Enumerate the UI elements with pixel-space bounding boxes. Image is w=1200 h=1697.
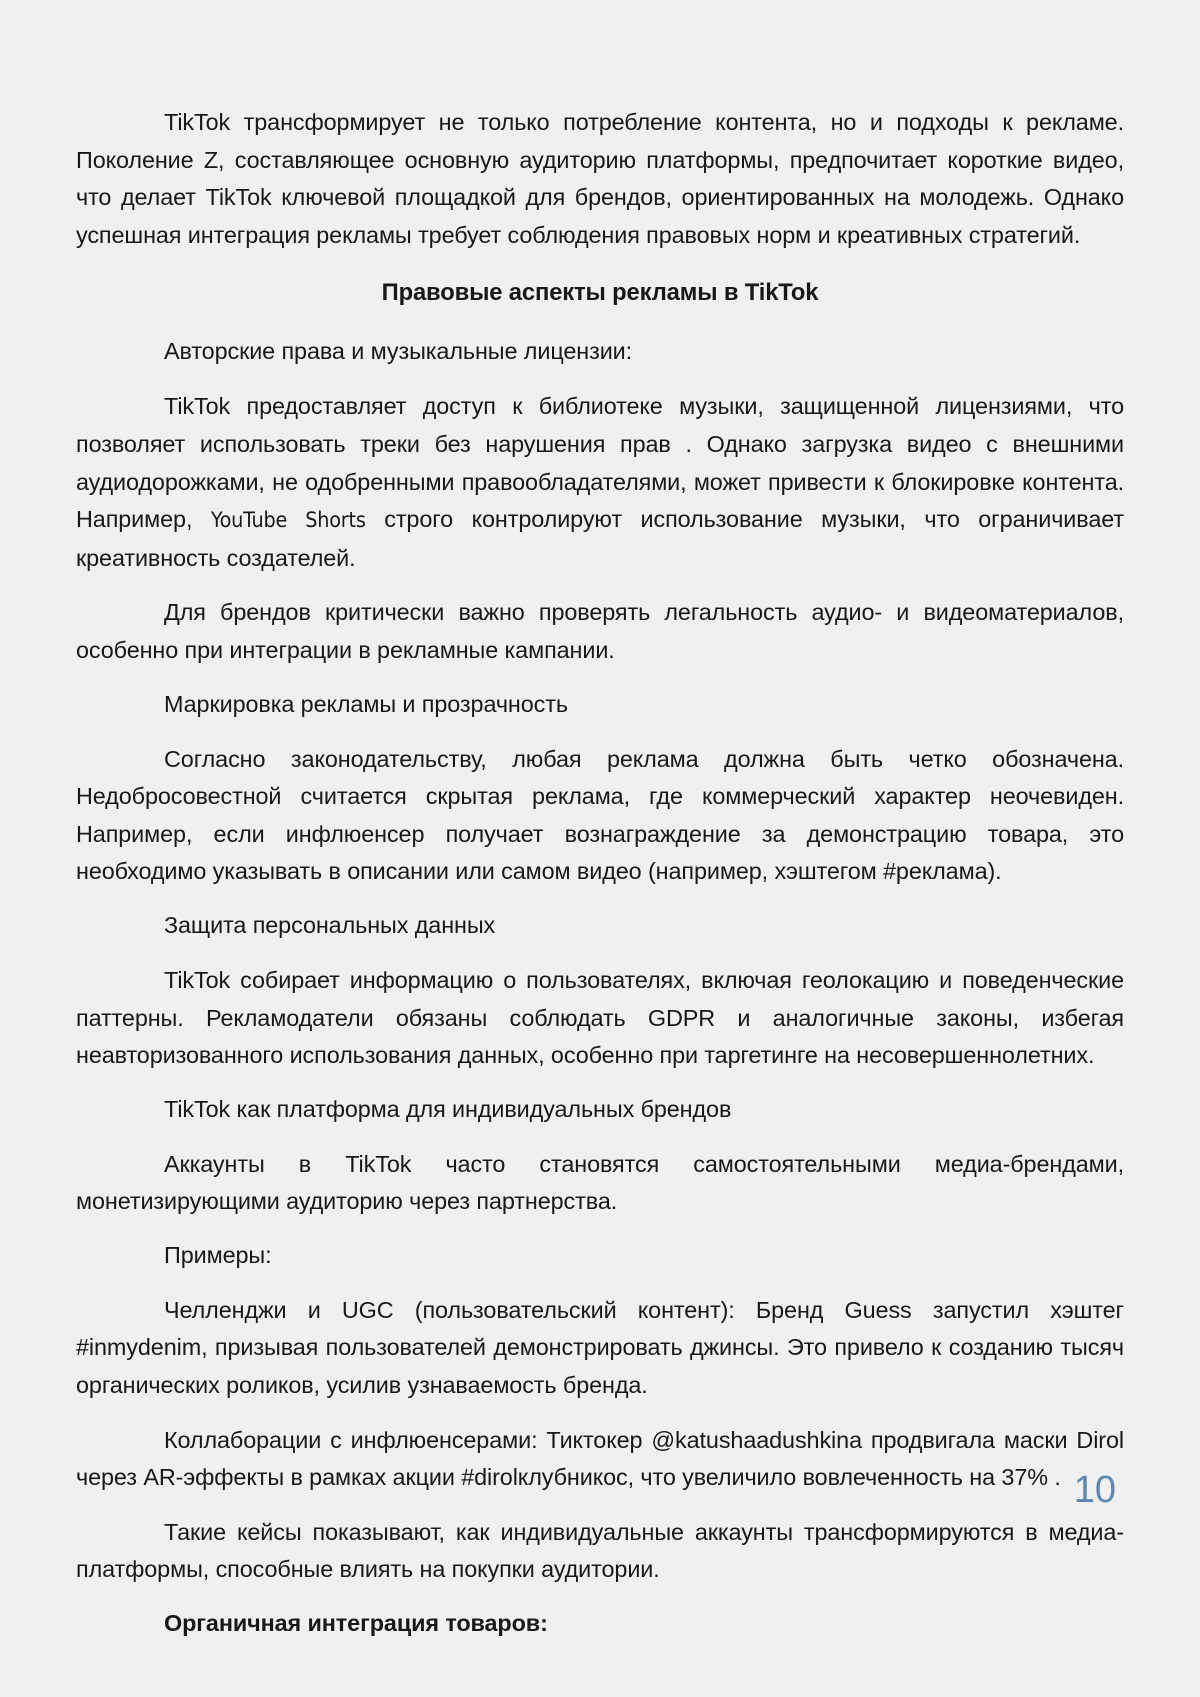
paragraph-copyright-1-text-before: TikTok предоставляет доступ к библиотеке музыки, защищенной лицензиями, что позволяет использовать треки без нарушения прав . Однако загрузка видео с внешними аудиодорожками, не одобренными правообладателями, может привести к блокировке контента. Например, — [76, 393, 1124, 533]
paragraph-conclusion: Такие кейсы показывают, как индивидуальные аккаунты трансформируются в медиа-платформы, способные влиять на покупки аудитории. — [76, 1518, 1124, 1583]
paragraph-marking: Согласно законодательству, любая реклама должна быть четко обозначена. Недобросовестной считается скрытая реклама, где коммерческий характер неочевиден. Например, если инфлюенсер получает вознаграждение за демонстрацию товара, это необходимо указывать в описании или самом видео (например, хэштегом #реклама). — [76, 745, 1124, 885]
paragraph-copyright-1-text-after: строго контролируют использование музыки, что ограничивает креативность создателей. — [76, 506, 1124, 571]
paragraph-copyright-2: Для брендов критически важно проверять легальность аудио- и видеоматериалов, особенно при интеграции в рекламные кампании. — [76, 599, 1124, 663]
paragraph-example-ugc: Челленджи и UGC (пользовательский контент): Бренд Guess запустил хэштег #inmydenim, призывая пользователей демонстрировать джинсы. Это привело к созданию тысяч органических роликов, усилив узнаваемость бренда. — [76, 1296, 1124, 1399]
brand-youtube-shorts: YouTube Shorts — [210, 508, 366, 534]
subheading-privacy: Защита персональных данных — [164, 911, 496, 938]
paragraph-platform: Аккаунты в TikTok часто становятся самостоятельными медиа-брендами, монетизирующими аудиторию через партнерства. — [76, 1150, 1124, 1215]
subheading-organic: Органичная интеграция товаров: — [164, 1610, 548, 1637]
paragraph-copyright-1 — [76, 388, 1124, 577]
subheading-examples: Примеры: — [164, 1241, 272, 1268]
document-body — [76, 104, 1124, 1640]
subheading-platform: TikTok как платформа для индивидуальных брендов — [164, 1095, 732, 1122]
page-number: 10 — [1073, 1469, 1116, 1511]
paragraph-example-collab: Коллаборации с инфлюенсерами: Тиктокер @katushaadushkina продвигала маски Dirol через AR-эффекты в рамках акции #dirolклубникос, что увеличило вовлеченность на 37% . — [76, 1426, 1124, 1491]
section-heading: Правовые аспекты рекламы в TikTok — [381, 279, 819, 307]
subheading-copyright: Авторские права и музыкальные лицензии: — [164, 338, 633, 365]
intro-paragraph: TikTok трансформирует не только потребление контента, но и подходы к рекламе. Поколение Z, составляющее основную аудиторию платформы, предпочитает короткие видео, что делает TikTok ключевой площадкой для брендов, ориентированных на молодежь. Однако успешная интеграция рекламы требует соблюдения правовых норм и креативных стратегий. — [76, 109, 1124, 248]
paragraph-privacy: TikTok собирает информацию о пользователях, включая геолокацию и поведенческие паттерны. Рекламодатели обязаны соблюдать GDPR и аналогичные законы, избегая неавторизованного использования данных, особенно при таргетинге на несовершеннолетних. — [76, 966, 1124, 1069]
subheading-marking: Маркировка рекламы и прозрачность — [164, 690, 568, 717]
